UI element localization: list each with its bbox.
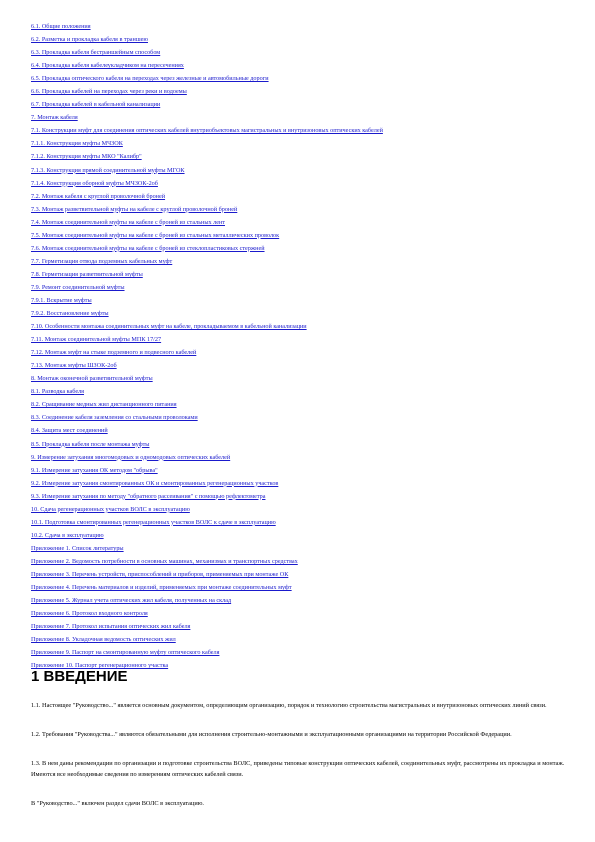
toc-link[interactable]: 6.6. Прокладка кабелей на переходах через реки и водоемы <box>31 88 187 96</box>
toc-link[interactable]: 7.9.1. Вскрытие муфты <box>31 296 92 304</box>
toc-link[interactable]: 10.1. Подготовка смонтированных регенерационных участков ВОЛС к сдаче в эксплуатацию <box>31 518 276 526</box>
toc-link[interactable]: 7.1.2. Конструкция муфты МКО "Калибр" <box>31 153 142 161</box>
toc-link[interactable]: 8. Монтаж оконечной разветвительной муфты <box>31 375 153 383</box>
toc-link[interactable]: 6.2. Разметка и прокладка кабеля в траншею <box>31 36 148 44</box>
toc-link[interactable]: Приложение 1. Список литературы <box>31 544 124 552</box>
toc-link[interactable]: 8.4. Защита мест соединений <box>31 427 108 435</box>
toc-link[interactable]: Приложение 8. Укладочная ведомость оптических жил <box>31 636 176 644</box>
toc-link[interactable]: 6.4. Прокладка кабеля кабелеукладчиком на пересечениях <box>31 62 184 70</box>
toc-link[interactable]: 7.12. Монтаж муфт на стыке подземного и подвесного кабелей <box>31 349 197 357</box>
toc-link[interactable]: 6.5. Прокладка оптического кабеля на переходах через железные и автомобильные дороги <box>31 75 269 83</box>
paragraph-1-1: 1.1. Настоящее "Руководство..." является основным документом, определяющим организацию, порядок и технологию строительства магистральных и внутризоновых оптических линий связи. <box>31 702 547 709</box>
toc-link[interactable]: 6.7. Прокладка кабелей в кабельной канализации <box>31 101 161 109</box>
toc-link[interactable]: 8.5. Прокладка кабеля после монтажа муфты <box>31 440 150 448</box>
toc-link[interactable]: 7.6. Монтаж соединительной муфты на кабеле с броней из стеклопластиковых стержней <box>31 244 265 252</box>
toc-link[interactable]: 9.3. Измерение затухания по методу "обратного рассеивания" с помощью рефлектометра <box>31 492 266 500</box>
toc-link[interactable]: 7.10. Особенности монтажа соединительных муфт на кабеле, прокладываемом в кабельной канализации <box>31 323 307 331</box>
toc-link[interactable]: 7.5. Монтаж соединительной муфты на кабеле с броней из стальных металлических проволок <box>31 231 280 239</box>
toc-link[interactable]: Приложение 9. Паспорт на смонтированную муфту оптического кабеля <box>31 649 220 657</box>
toc-link[interactable]: 7.1.1. Конструкция муфты МЧЗОК <box>31 140 123 148</box>
toc-link[interactable]: 8.3. Соединение кабеля заземления со стальными проволоками <box>31 414 198 422</box>
toc-link[interactable]: 6.3. Прокладка кабеля бестраншейным способом <box>31 49 161 57</box>
toc-link[interactable]: 10.2. Сдача в эксплуатацию <box>31 531 104 539</box>
toc-link[interactable]: 7.9.2. Восстановление муфты <box>31 310 109 318</box>
toc-link[interactable]: Приложение 3. Перечень устройств, приспособлений и приборов, применяемых при монтаже ОК <box>31 570 289 578</box>
toc-link[interactable]: Приложение 10. Паспорт регенерационного участка <box>31 662 169 670</box>
toc-link[interactable]: 7.13. Монтаж муфты ШЗОК-2об <box>31 362 117 370</box>
toc-link[interactable]: 9.2. Измерение затухания смонтированных ОК и смонтированных регенерационных участков <box>31 479 279 487</box>
toc-link[interactable]: Приложение 2. Ведомость потребности в основных машинах, механизмах и транспортных средствах <box>31 557 298 565</box>
toc-link[interactable]: 10. Сдача регенерационных участков ВОЛС в эксплуатацию <box>31 505 190 513</box>
toc-link[interactable]: 9. Измерение затухания многомодовых и одномодовых оптических кабелей <box>31 453 231 461</box>
toc-link[interactable]: 7.2. Монтаж кабеля с круглой проволочной броней <box>31 192 166 200</box>
toc-link[interactable]: Приложение 6. Протокол входного контроля <box>31 610 148 618</box>
paragraph-note: В "Руководство..." включен раздел сдачи ВОЛС в эксплуатацию. <box>31 800 204 807</box>
toc-link[interactable]: 7.1.3. Конструкция прямой соединительной муфты МГОК <box>31 166 185 174</box>
toc-link[interactable]: 7. Монтаж кабеля <box>31 114 78 122</box>
toc-link[interactable]: 7.1.4. Конструкция оборной муфты МЧЗОК-2об <box>31 179 158 187</box>
toc-link[interactable]: 6.1. Общие положения <box>31 23 91 30</box>
paragraph-1-2: 1.2. Требования "Руководства..." являются обязательными для исполнения строительно-монтажными и эксплуатационными организациями на территории Российской Федерации. <box>31 731 512 738</box>
toc-link[interactable]: 7.8. Герметизация разветвительной муфты <box>31 270 143 278</box>
table-of-contents <box>31 20 571 672</box>
toc-link[interactable]: 7.11. Монтаж соединительной муфты МПК 17/27 <box>31 336 162 344</box>
toc-link[interactable]: Приложение 5. Журнал учета оптических жил кабеля, полученных на склад <box>31 597 232 605</box>
toc-link[interactable]: 9.1. Измерение затухания ОК методом "обрыва" <box>31 466 158 474</box>
toc-link[interactable]: Приложение 4. Перечень материалов и изделий, применяемых при монтаже соединительных муфт <box>31 584 292 592</box>
paragraph-1-3: 1.3. В нем даны рекомендации по организации и подготовке строительства ВОЛС, приведены типовые конструкции оптических кабелей, соединительных муфт, рассмотрены их прокладка и монтаж. Имеются все необходимые сведения по измерениям оптических кабелей связи. <box>31 760 565 778</box>
toc-link[interactable]: 7.9. Ремонт соединительной муфты <box>31 283 125 291</box>
toc-link[interactable]: Приложение 7. Протокол испытания оптических жил кабеля <box>31 623 191 631</box>
toc-link[interactable]: 7.3. Монтаж разветвительной муфты на кабеле с круглой проволочной броней <box>31 205 238 213</box>
toc-link[interactable]: 7.4. Монтаж соединительной муфты на кабеле с броней из стальных лент <box>31 218 225 226</box>
section-heading: 1 ВВЕДЕНИЕ <box>31 668 128 685</box>
toc-link[interactable]: 7.7. Герметизация отвода подземных кабельных муфт <box>31 257 173 265</box>
toc-link[interactable]: 7.1. Конструкции муфт для соединения оптических кабелей внутриобъектовых магистральных и внутризоновых оптических кабелей <box>31 127 383 135</box>
toc-link[interactable]: 8.2. Сращивание медных жил дистанционного питания <box>31 401 177 409</box>
toc-link[interactable]: 8.1. Разводка кабеля <box>31 388 85 396</box>
